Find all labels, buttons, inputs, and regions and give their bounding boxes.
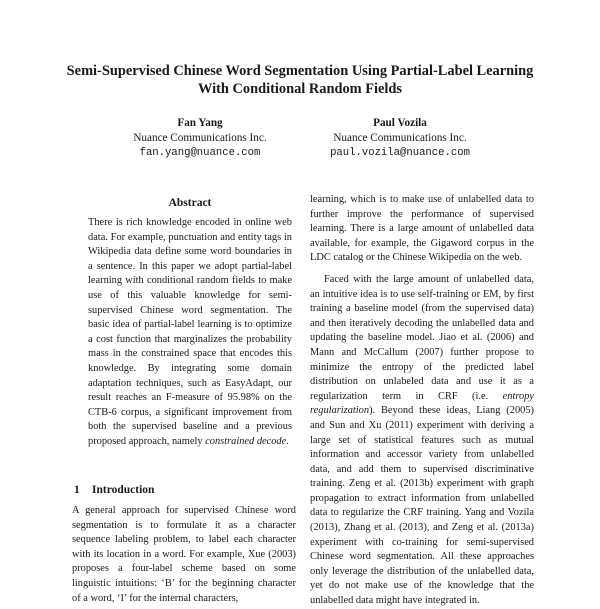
abstract-text: There is rich knowledge encoded in online web data. For example, punctuation and entity tags in Wikipedia data define some word boundaries in a sentence. In this paper we adopt partial-label learning with conditional random fields to make use of this valuable knowledge for semi-supervised Chinese word segmentation. The basic idea of partial-label learning is to optimize a cost function that marginalizes the probability mass in the constrained space that encodes this knowledge. By integrating some domain adaptation techniques, such as EasyAdapt, our result reaches an F-measure of 95.98% on the CTB-6 corpus, a significant improvement from both the supervised baseline and a previous proposed approach, namely bbox=[88, 217, 292, 447]
section-heading bbox=[74, 484, 154, 496]
author-name: Fan Yang bbox=[177, 117, 223, 129]
paragraph-text: Faced with the large amount of unlabelled data, an intuitive idea is to use self-training or EM, by first training a baseline model (from the supervised data) and then iteratively decoding the unlabelled data and updating the baseline model. Jiao et al. (2006) and Mann and McCallum (2007) further propose to minimize the entropy of the predicted label distribution on unlabeled data and use it as a regularization term in CRF (i.e. bbox=[310, 273, 534, 402]
paragraph-text-cont: ). Beyond these ideas, Liang (2005) and Sun and Xu (2011) experiment with deriving a large set of statistical features such as mutual information and accessor variety from unlabelled data, and add them to supervised discriminative training. Zeng et al. (2013b) experiment with graph propagation to extract information from unlabelled data to regularize the CRF training. Yang and Vozila (2013), Zhang et al. (2013), and Zeng et al. (2013a) experiment with co-training for semi-supervised Chinese word segmentation. All these approaches only leverage the distribution of the unlabelled data, yet do not make use of the knowledge that the unlabelled data might have integrated in. bbox=[310, 405, 534, 607]
paragraph: learning, which is to make use of unlabelled data to further improve the performance of supervised learning. There is a large amount of unlabelled data available, for example, the Gigaword corpus in the LDC catalog or the Chinese Wikipedia on the web. bbox=[310, 194, 534, 264]
paper-title: Semi-Supervised Chinese Word Segmentation Using Partial-Label Learning With Conditional Random Fields bbox=[66, 63, 534, 97]
author-email: fan.yang@nuance.com bbox=[139, 147, 261, 159]
author-name: Paul Vozila bbox=[373, 117, 427, 129]
author-affiliation: Nuance Communications Inc. bbox=[333, 132, 467, 144]
author-block-1 bbox=[90, 116, 310, 161]
paragraph: A general approach for supervised Chinese word segmentation is to formulate it as a character sequence labeling problem, to label each character with its location in a word. For example, Xue (2003) proposes a four-label scheme based on some linguistic intuitions: ‘B’ for the beginning character of a word, ‘I’ for the internal characters, bbox=[72, 505, 296, 604]
author-block-2 bbox=[290, 116, 510, 161]
abstract-heading: Abstract bbox=[168, 197, 212, 209]
section-number: 1 bbox=[74, 484, 80, 496]
section-title: Introduction bbox=[92, 484, 155, 496]
right-column bbox=[310, 193, 534, 609]
author-affiliation: Nuance Communications Inc. bbox=[133, 132, 267, 144]
abstract-emphasis: constrained decode bbox=[205, 435, 287, 447]
abstract-text-end: . bbox=[286, 435, 289, 447]
paragraph-emphasis: entropy regularization bbox=[310, 390, 534, 417]
author-email: paul.vozila@nuance.com bbox=[330, 147, 470, 159]
introduction-body bbox=[72, 504, 296, 606]
paragraph bbox=[310, 273, 534, 609]
abstract-body bbox=[88, 216, 292, 450]
